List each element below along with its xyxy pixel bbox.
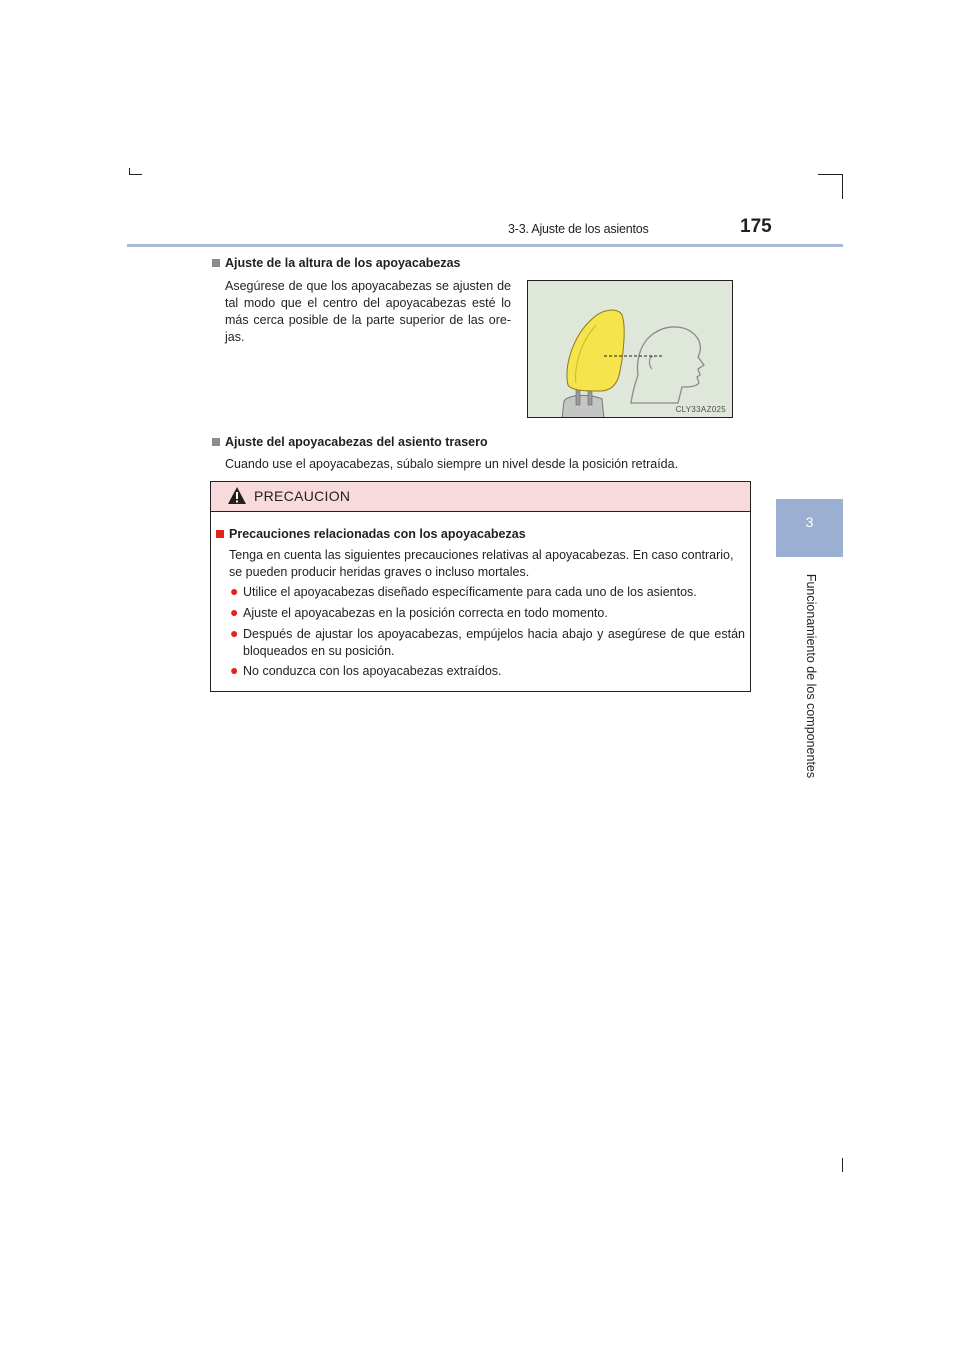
chapter-title: Funcionamiento de los componentes bbox=[804, 573, 818, 779]
chapter-number: 3 bbox=[805, 514, 814, 530]
bullet-dot-icon: ● bbox=[230, 662, 239, 678]
caution-bullet: Ajuste el apoyacabezas en la posición correcta en todo momento. bbox=[243, 606, 608, 620]
page-number: 175 bbox=[740, 216, 772, 237]
chapter-tab bbox=[776, 499, 843, 557]
square-bullet-icon bbox=[212, 259, 220, 267]
caution-subheading-text: Precauciones relacionadas con los apoyacabezas bbox=[229, 527, 526, 541]
crop-mark-top-right-h bbox=[818, 174, 843, 175]
bullet-dot-icon: ● bbox=[230, 583, 239, 599]
header-rule bbox=[127, 244, 843, 247]
section-header: 3-3. Ajuste de los asientos bbox=[508, 222, 649, 236]
caution-bullet: Después de ajustar los apoyacabezas, empújelos hacia abajo y asegúrese de que están bloqueados en su posición. bbox=[243, 627, 745, 658]
section-text-height: Asegúrese de que los apoyacabezas se ajusten de tal modo que el centro del apoyacabezas esté lo más cerca posible de la parte superior de las ore- jas. bbox=[225, 279, 511, 344]
section-heading-height bbox=[212, 256, 461, 270]
headrest-diagram-icon bbox=[528, 281, 733, 418]
square-bullet-icon bbox=[212, 438, 220, 446]
caution-box bbox=[210, 481, 751, 692]
caution-bullet: Utilice el apoyacabezas diseñado específicamente para cada uno de los asientos. bbox=[243, 585, 697, 599]
caution-header bbox=[211, 482, 750, 512]
crop-mark-bottom-right-v bbox=[842, 1158, 843, 1172]
bullet-dot-icon: ● bbox=[230, 604, 239, 620]
crop-mark-top-left-h bbox=[129, 174, 142, 175]
red-square-icon bbox=[216, 530, 224, 538]
caution-bullet: No conduzca con los apoyacabezas extraídos. bbox=[243, 664, 502, 678]
caution-subheading bbox=[216, 527, 526, 541]
section-text-rear: Cuando use el apoyacabezas, súbalo siempre un nivel desde la posición retraída. bbox=[225, 457, 679, 471]
headrest-illustration bbox=[527, 280, 733, 418]
caution-title: PRECAUCION bbox=[254, 488, 351, 504]
heading-text: Ajuste de la altura de los apoyacabezas bbox=[225, 256, 461, 270]
crop-mark-top-left-v bbox=[129, 168, 130, 175]
warning-icon bbox=[227, 486, 247, 505]
bullet-dot-icon: ● bbox=[230, 625, 239, 641]
figure-code: CLY33AZ025 bbox=[675, 405, 726, 414]
crop-mark-top-right-v bbox=[842, 174, 843, 199]
caution-intro: Tenga en cuenta las siguientes precauciones relativas al apoyacabezas. En caso contrario, se pueden producir heridas graves o incluso mortales. bbox=[229, 548, 734, 579]
heading-text: Ajuste del apoyacabezas del asiento trasero bbox=[225, 435, 488, 449]
section-heading-rear bbox=[212, 435, 488, 449]
